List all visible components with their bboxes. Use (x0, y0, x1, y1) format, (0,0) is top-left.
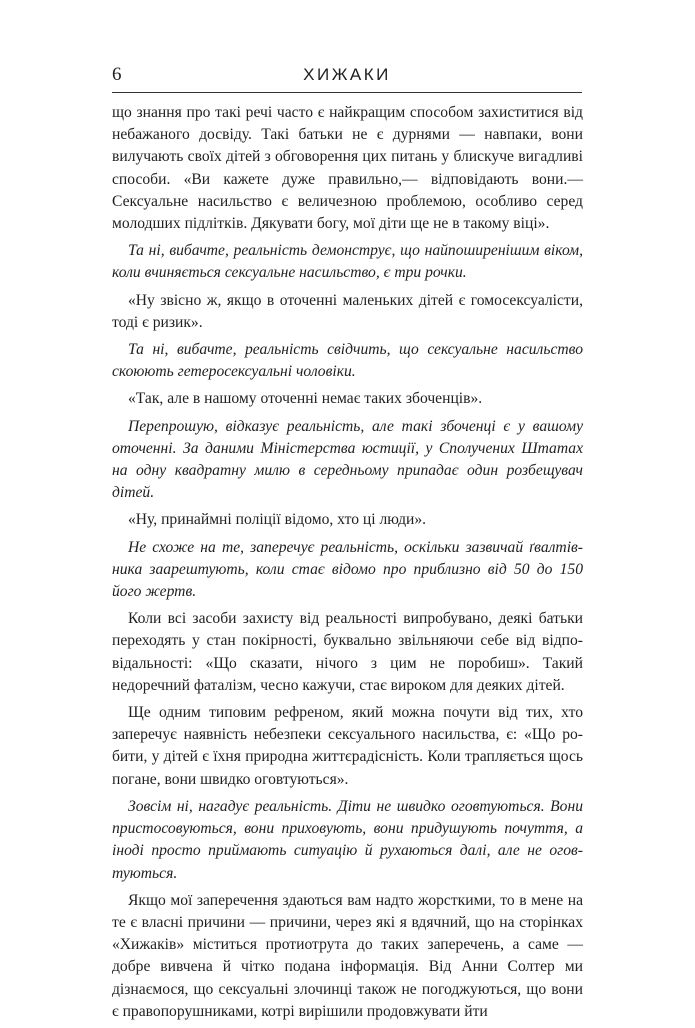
paragraph: Коли всі засоби захисту від реальності випробувано, деякі батьки переходять у стан покірності, буквально звільняючи себе від відповідальності: «Що сказати, нічого з цим не поробиш». Такий недоречний фаталізм, чесно кажучи, стає вироком для деяких дітей. (112, 610, 583, 694)
body-text (112, 102, 583, 1028)
italic-paragraph: Перепрошую, відказує реальність, але такі збоченці є у вашому оточенні. За даними Міністерства юстиції, у Сполучених Штатах на одну квадратну милю в середньому припадає один розбещувач дітей. (112, 417, 583, 502)
running-head (112, 62, 582, 94)
paragraph: Якщо мої заперечення здаються вам надто жорсткими, то в мене на те є власні причини — причини, через які я вдячний, що на сторінках «Хижаків» міститься протиотрута до таких заперечень, а саме — добре вивчена й чітко подана інформація. Від Анни Солтер ми дізнаємося, що сексуальні злочинці також не погоджуються, що вони є правопорушниками, котрі вирішили продовжувати йти (112, 891, 583, 1020)
paragraph: Ще одним типовим рефреном, який можна почути від тих, хто заперечує наявність небезпеки сексуального насильства, є: «Що робити, у дітей є їхня природна життєрадісність. Коли трапляється щось погане, вони швидко оговтуються». (112, 704, 583, 788)
italic-paragraph: Не схоже на те, заперечує реальність, оскільки зазвичай ґвалтівника заарештують, коли стає відомо про приблизно від 50 до 150 його жертв. (112, 538, 583, 601)
paragraph: «Ну, принаймні поліції відомо, хто ці люди». (128, 511, 427, 529)
italic-paragraph: Та ні, вибачте, реальність демонструє, що найпоширенішим віком, коли вчиняється сексуальне насильство, є три рочки. (112, 242, 583, 282)
header-rule (112, 92, 582, 93)
page-number: 6 (112, 64, 122, 85)
italic-paragraph: Зовсім ні, нагадує реальність. Діти не швидко оговтуються. Вони пристосовуються, вони приховують, вони придушують почуття, а іноді просто приймають ситуацію й рухаються далі, але не оговтуються. (112, 797, 583, 882)
book-title: ХИЖАКИ (303, 65, 391, 84)
paragraph: «Ну звісно ж, якщо в оточенні маленьких дітей є гомосексуалісти, тоді є ризик». (112, 291, 583, 331)
paragraph: «Так, але в нашому оточенні немає таких збоченців». (128, 390, 483, 408)
paragraph: що знання про такі речі часто є найкращим способом захиститися від небажаного досвіду. Такі батьки не є дурнями — навпаки, вони вилучають своїх дітей з обговорення цих питань у блискуче вигадливі способи. «Ви кажете дуже правильно,— відповідають вони.— Сексуальне насильство є величезною проблемою, особливо серед молодших підлітків. Дякувати богу, мої діти ще не в такому віці». (112, 104, 583, 233)
italic-paragraph: Та ні, вибачте, реальність свідчить, що сексуальне насильство скоюють гетеросексуальні чоловіки. (112, 341, 583, 381)
